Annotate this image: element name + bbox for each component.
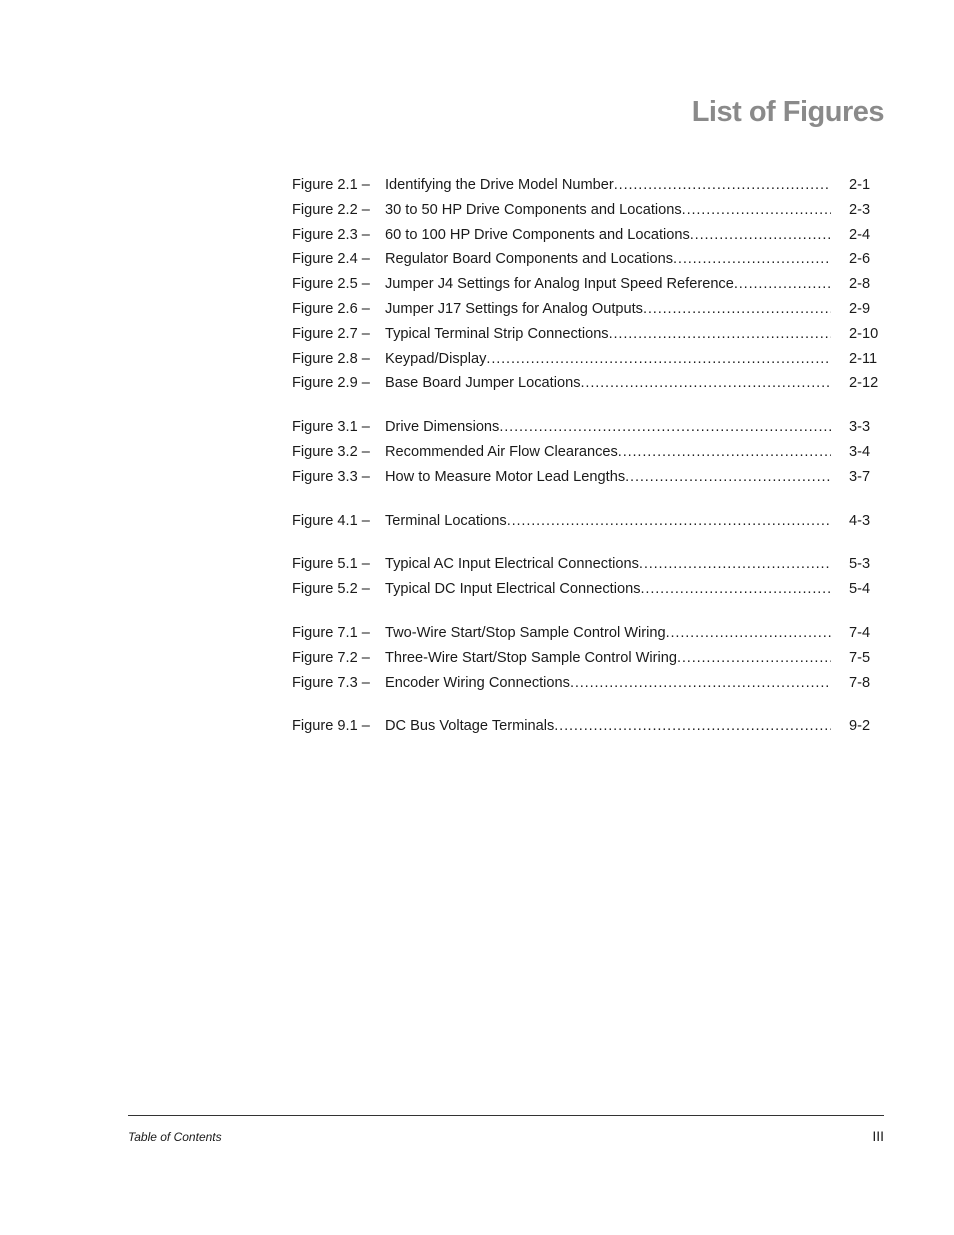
dot-leader	[499, 419, 831, 435]
figure-number: Figure 3.2 –	[292, 443, 370, 460]
figure-page-number: 7-8	[849, 674, 871, 691]
figure-entry[interactable]	[292, 650, 884, 675]
figure-title-wrap	[385, 718, 831, 734]
figure-title: Three-Wire Start/Stop Sample Control Wiring	[385, 649, 677, 666]
figure-title: Base Board Jumper Locations	[385, 375, 581, 392]
figure-group	[292, 625, 884, 699]
figure-title: Keypad/Display	[385, 350, 487, 367]
figure-entry[interactable]	[292, 227, 884, 252]
figure-page-number: 2-4	[849, 226, 871, 243]
figure-number: Figure 2.8 –	[292, 350, 370, 367]
dot-leader	[614, 177, 831, 193]
figure-title-wrap	[385, 556, 831, 572]
dot-leader	[570, 675, 831, 691]
figure-entry[interactable]	[292, 301, 884, 326]
figure-page-number: 9-2	[849, 718, 871, 735]
figure-entry[interactable]	[292, 675, 884, 700]
figure-title: Encoder Wiring Connections	[385, 674, 570, 691]
figure-number: Figure 4.1 –	[292, 512, 370, 529]
dot-leader	[641, 581, 831, 597]
dot-leader	[677, 650, 831, 666]
figure-page-number: 7-5	[849, 649, 871, 666]
figure-title-wrap	[385, 581, 831, 597]
figure-title-wrap	[385, 326, 831, 342]
figure-entry[interactable]	[292, 581, 884, 606]
figure-group	[292, 419, 884, 493]
figure-title: Typical AC Input Electrical Connections	[385, 556, 639, 573]
figure-title-wrap	[385, 276, 831, 292]
figure-number: Figure 2.2 –	[292, 201, 370, 218]
figure-title: Typical Terminal Strip Connections	[385, 325, 609, 342]
figure-number: Figure 2.3 –	[292, 226, 370, 243]
figure-group	[292, 718, 884, 743]
figure-page-number: 2-9	[849, 300, 871, 317]
figure-number: Figure 2.1 –	[292, 177, 370, 193]
figure-page-number: 2-3	[849, 201, 871, 218]
figure-title: Regulator Board Components and Locations	[385, 251, 674, 268]
figure-number: Figure 5.1 –	[292, 556, 370, 573]
figure-number: Figure 7.2 –	[292, 649, 370, 666]
figure-entry[interactable]	[292, 718, 884, 743]
figure-page-number: 3-3	[849, 419, 871, 436]
figure-title-wrap	[385, 375, 831, 391]
figure-title-wrap	[385, 227, 831, 243]
figure-number: Figure 2.4 –	[292, 251, 370, 268]
figure-page-number: 2-6	[849, 251, 871, 268]
figure-number: Figure 2.5 –	[292, 276, 370, 293]
figure-entry[interactable]	[292, 444, 884, 469]
figure-title: Jumper J17 Settings for Analog Outputs	[385, 300, 643, 317]
dot-leader	[507, 513, 831, 529]
figure-title: How to Measure Motor Lead Lengths	[385, 468, 626, 485]
figure-entry[interactable]	[292, 556, 884, 581]
dot-leader	[581, 375, 831, 391]
figure-title-wrap	[385, 625, 831, 641]
figure-number: Figure 2.9 –	[292, 375, 370, 392]
figure-number: Figure 2.6 –	[292, 300, 370, 317]
figure-number: Figure 9.1 –	[292, 718, 370, 735]
figure-page-number: 5-4	[849, 581, 871, 598]
figure-title-wrap	[385, 675, 831, 691]
footer-section-label: Table of Contents	[128, 1130, 222, 1144]
figure-title-wrap	[385, 444, 831, 460]
figure-number: Figure 3.3 –	[292, 468, 370, 485]
figure-entry[interactable]	[292, 351, 884, 376]
figure-group	[292, 177, 884, 400]
figure-group	[292, 513, 884, 538]
figure-page-number: 2-11	[849, 350, 878, 367]
figure-page-number: 3-7	[849, 468, 871, 485]
figure-title: 60 to 100 HP Drive Components and Locations	[385, 226, 690, 243]
figure-number: Figure 3.1 –	[292, 419, 370, 436]
figure-number: Figure 7.3 –	[292, 674, 370, 691]
figure-number: Figure 7.1 –	[292, 624, 370, 641]
figure-entry[interactable]	[292, 177, 884, 202]
figure-title-wrap	[385, 251, 831, 267]
figure-entry[interactable]	[292, 251, 884, 276]
figure-entry[interactable]	[292, 326, 884, 351]
figure-page-number: 2-1	[849, 177, 871, 193]
figure-entry[interactable]	[292, 202, 884, 227]
dot-leader	[643, 301, 831, 317]
figure-title-wrap	[385, 513, 831, 529]
footer-page-number: III	[872, 1128, 884, 1144]
figure-title-wrap	[385, 469, 831, 485]
figure-title-wrap	[385, 202, 831, 218]
figure-group	[292, 556, 884, 606]
figure-entry[interactable]	[292, 625, 884, 650]
figure-title-wrap	[385, 177, 831, 193]
dot-leader	[673, 251, 831, 267]
figure-page-number: 3-4	[849, 443, 871, 460]
figure-title: Drive Dimensions	[385, 419, 500, 436]
figure-title: Recommended Air Flow Clearances	[385, 443, 618, 460]
figure-page-number: 2-8	[849, 276, 871, 293]
dot-leader	[734, 276, 831, 292]
figure-entry[interactable]	[292, 375, 884, 400]
dot-leader	[554, 718, 831, 734]
figure-title: DC Bus Voltage Terminals	[385, 718, 555, 735]
figure-title: 30 to 50 HP Drive Components and Locations	[385, 201, 682, 218]
dot-leader	[690, 227, 831, 243]
figure-number: Figure 5.2 –	[292, 581, 370, 598]
page-title: List of Figures	[691, 96, 884, 128]
figure-entry[interactable]	[292, 276, 884, 301]
figure-title-wrap	[385, 351, 831, 367]
figure-title: Identifying the Drive Model Number	[385, 177, 614, 193]
dot-leader	[639, 556, 831, 572]
figure-page-number: 2-10	[849, 325, 879, 342]
list-of-figures	[292, 177, 884, 762]
dot-leader	[486, 351, 831, 367]
dot-leader	[625, 469, 831, 485]
figure-title-wrap	[385, 419, 831, 435]
figure-entry[interactable]	[292, 469, 884, 494]
figure-title: Two-Wire Start/Stop Sample Control Wiring	[385, 624, 666, 641]
figure-entry[interactable]	[292, 419, 884, 444]
dot-leader	[609, 326, 831, 342]
figure-page-number: 5-3	[849, 556, 871, 573]
figure-entry[interactable]	[292, 513, 884, 538]
figure-title: Typical DC Input Electrical Connections	[385, 581, 641, 598]
figure-page-number: 7-4	[849, 624, 871, 641]
figure-title-wrap	[385, 301, 831, 317]
figure-title: Jumper J4 Settings for Analog Input Speed Reference	[385, 276, 734, 293]
figure-title: Terminal Locations	[385, 512, 507, 529]
dot-leader	[618, 444, 831, 460]
dot-leader	[682, 202, 831, 218]
figure-page-number: 4-3	[849, 512, 871, 529]
figure-title-wrap	[385, 650, 831, 666]
figure-page-number: 2-12	[849, 375, 879, 392]
figure-number: Figure 2.7 –	[292, 325, 370, 342]
footer-divider	[128, 1115, 884, 1116]
dot-leader	[666, 625, 831, 641]
